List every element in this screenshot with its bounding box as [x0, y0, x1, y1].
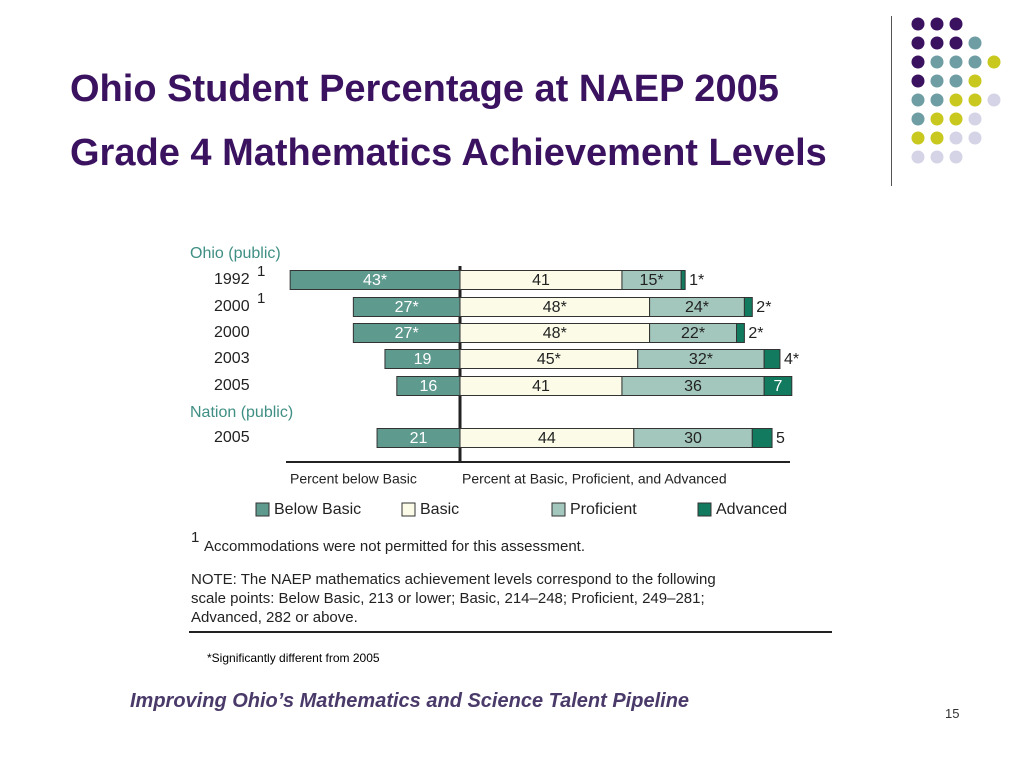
bar-advanced [737, 324, 745, 343]
decor-dot-lavender [931, 151, 944, 164]
label-basic: 41 [532, 378, 550, 396]
label-advanced: 4* [783, 351, 800, 369]
decor-dot-teal [950, 56, 963, 69]
slide-footer: Improving Ohio’s Mathematics and Science Talent Pipeline [130, 690, 690, 712]
year-superscript: 1 [257, 289, 266, 307]
year-label: 2005 [214, 429, 250, 447]
label-advanced: 1* [689, 272, 705, 290]
label-basic: 48* [542, 299, 567, 317]
label-advanced: 2* [748, 325, 764, 343]
label-below-basic: 19 [413, 351, 432, 369]
group-label: Ohio (public) [190, 245, 281, 263]
bar-advanced [744, 298, 752, 317]
legend-label-below_basic: Below Basic [274, 501, 362, 519]
label-advanced: 5 [776, 430, 785, 448]
decor-dot-purple [912, 37, 925, 50]
decor-dot-yellow [912, 132, 925, 145]
decor-dot-teal [931, 94, 944, 107]
legend-swatch-advanced [698, 503, 711, 516]
decor-dot-yellow [931, 132, 944, 145]
group-label: Nation (public) [190, 404, 294, 422]
decor-dot-teal [969, 56, 982, 69]
label-below-basic: 43* [363, 272, 388, 290]
decor-dot-teal [931, 56, 944, 69]
label-below-basic: 27* [394, 299, 419, 317]
label-advanced: 7 [773, 378, 783, 396]
decor-dot-purple [931, 37, 944, 50]
decor-dot-lavender [950, 132, 963, 145]
label-basic: 41 [532, 272, 550, 290]
axis-caption-left: Percent below Basic [290, 470, 417, 487]
decor-dot-purple [931, 18, 944, 31]
bar-advanced [681, 271, 685, 290]
year-label: 2000 [214, 324, 250, 342]
label-proficient: 36 [684, 378, 702, 396]
year-label: 2003 [214, 350, 250, 368]
decor-dot-yellow [931, 113, 944, 126]
note-line: Advanced, 282 or above. [191, 608, 358, 626]
decor-dot-yellow [969, 75, 982, 88]
label-advanced: 2* [756, 299, 772, 317]
decor-dot-purple [912, 75, 925, 88]
decor-dot-purple [912, 56, 925, 69]
page-number: 15 [945, 706, 960, 721]
decor-dot-purple [912, 18, 925, 31]
legend-label-basic: Basic [420, 501, 460, 519]
decor-dot-lavender [912, 151, 925, 164]
label-proficient: 22* [681, 325, 706, 343]
label-basic: 44 [538, 430, 556, 448]
decor-dot-purple [950, 18, 963, 31]
decor-dot-teal [950, 75, 963, 88]
decor-dot-lavender [988, 94, 1001, 107]
axis-caption-right: Percent at Basic, Proficient, and Advanced [462, 470, 727, 487]
decor-dot-teal [912, 94, 925, 107]
bar-advanced [752, 429, 772, 448]
label-proficient: 24* [684, 299, 710, 317]
decor-dot-teal [969, 37, 982, 50]
achievement-levels-chart [186, 238, 836, 638]
slide-title-line2: Grade 4 Mathematics Achievement Levels [70, 132, 827, 174]
slide-title-line1: Ohio Student Percentage at NAEP 2005 [70, 68, 779, 110]
bar-advanced [764, 350, 780, 369]
legend-swatch-proficient [552, 503, 565, 516]
decor-dot-lavender [950, 151, 963, 164]
decor-dot-yellow [950, 113, 963, 126]
label-proficient: 30 [684, 430, 702, 448]
note-line: NOTE: The NAEP mathematics achievement levels correspond to the following [191, 570, 716, 588]
decor-dot-yellow [950, 94, 963, 107]
decor-dot-lavender [969, 132, 982, 145]
title-divider [891, 16, 892, 186]
label-basic: 48* [542, 325, 567, 343]
label-proficient: 15* [639, 272, 664, 290]
label-proficient: 32* [688, 351, 713, 369]
decor-dot-teal [912, 113, 925, 126]
dot-pattern-decoration [900, 10, 1010, 170]
label-below-basic: 16 [419, 378, 438, 396]
note-superscript: 1 [191, 528, 200, 546]
note-line: scale points: Below Basic, 213 or lower; Basic, 214–248; Proficient, 249–281; [191, 589, 705, 607]
label-below-basic: 27* [394, 325, 419, 343]
label-basic: 45* [536, 351, 561, 369]
decor-dot-yellow [969, 94, 982, 107]
decor-dot-lavender [969, 113, 982, 126]
year-superscript: 1 [257, 262, 266, 280]
legend-label-proficient: Proficient [570, 501, 637, 519]
decor-dot-teal [931, 75, 944, 88]
decor-dot-yellow [988, 56, 1001, 69]
year-label: 2000 [214, 298, 250, 316]
legend-swatch-below_basic [256, 503, 269, 516]
year-label: 1992 [214, 271, 250, 289]
legend-swatch-basic [402, 503, 415, 516]
year-label: 2005 [214, 377, 250, 395]
label-below-basic: 21 [409, 430, 428, 448]
significance-footnote: *Significantly different from 2005 [207, 651, 380, 665]
note-accommodations: Accommodations were not permitted for this assessment. [204, 537, 585, 555]
legend-label-advanced: Advanced [716, 501, 788, 519]
decor-dot-purple [950, 37, 963, 50]
